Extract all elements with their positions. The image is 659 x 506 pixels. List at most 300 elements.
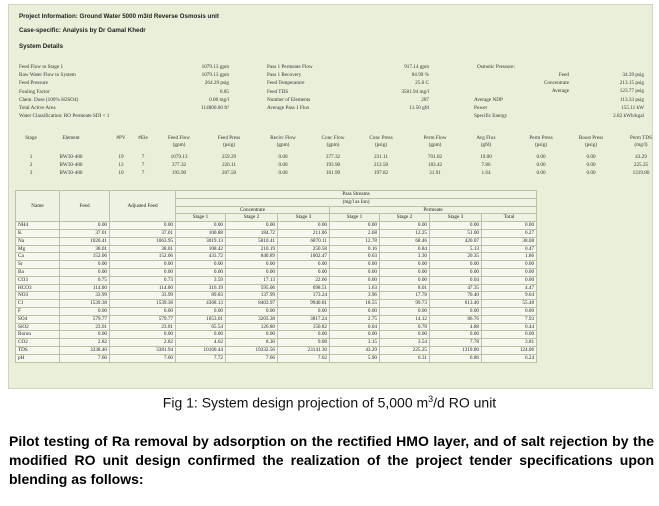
caption-prefix: Fig 1: System design projection of 5,000 m bbox=[162, 394, 429, 411]
stage-table-header: Feed Press (psig) bbox=[217, 135, 241, 148]
energy-param-label: Power bbox=[474, 105, 488, 112]
pass-param-value: 25.0 C bbox=[415, 80, 429, 87]
stage-table-cell: 197.82 bbox=[373, 170, 389, 176]
concentration-cell: 0.00 bbox=[226, 307, 278, 315]
ion-name-cell: SO4 bbox=[16, 315, 60, 323]
concentration-cell: 3.54 bbox=[380, 339, 430, 347]
table-row bbox=[16, 229, 537, 237]
concentration-cell: 0.00 bbox=[482, 307, 537, 315]
left-values bbox=[169, 63, 229, 112]
concentration-cell: 0.00 bbox=[330, 276, 380, 284]
stage-table-cell: 0.00 bbox=[278, 170, 288, 176]
table-row bbox=[16, 276, 537, 284]
concentration-cell: 316.19 bbox=[176, 284, 226, 292]
concentration-cell: 86.76 bbox=[430, 315, 482, 323]
concentrate-header: Concentrate bbox=[176, 206, 330, 214]
concentration-cell: 0.00 bbox=[278, 331, 330, 339]
concentration-cell: 0.00 bbox=[278, 307, 330, 315]
ion-name-cell: Sr bbox=[16, 261, 60, 269]
concentration-cell: 3817.24 bbox=[278, 315, 330, 323]
concentration-cell: 5810.41 bbox=[226, 237, 278, 245]
concentration-cell: 3019.13 bbox=[176, 237, 226, 245]
osmotic-param-value: 123.77 psig bbox=[619, 88, 644, 95]
ion-name-cell: HCO3 bbox=[16, 284, 60, 292]
stage-table-cell: 0.00 bbox=[278, 162, 288, 168]
concentration-cell: 1653.01 bbox=[176, 315, 226, 323]
concentration-cell: 23141.30 bbox=[278, 346, 330, 354]
pass-param-value: 11.50 gfd bbox=[409, 105, 429, 112]
concentration-cell: 3.15 bbox=[330, 339, 380, 347]
stage-table-cell: 2 bbox=[29, 162, 33, 168]
table-row bbox=[16, 292, 537, 300]
concentration-cell: 0.00 bbox=[380, 307, 430, 315]
stage-table-cell: 7 bbox=[141, 154, 145, 160]
concentration-cell: 0.04 bbox=[430, 276, 482, 284]
concentration-cell: 0.00 bbox=[176, 261, 226, 269]
col-name: Name bbox=[16, 191, 60, 222]
ion-name-cell: Cl bbox=[16, 300, 60, 308]
concentration-cell: 0.00 bbox=[330, 261, 380, 269]
stage-table-cell: 1 bbox=[29, 154, 33, 160]
ion-name-cell: Na bbox=[16, 237, 60, 245]
concentration-cell: 184.72 bbox=[226, 229, 278, 237]
concentration-cell: 7.62 bbox=[278, 354, 330, 362]
stage-table-header: Perm Flow (gpm) bbox=[423, 135, 447, 148]
stage-table-header: Perm TDS (mg/l) bbox=[630, 135, 652, 148]
concentration-cell: 4.47 bbox=[482, 284, 537, 292]
pass-units: (mg/l as Ion) bbox=[176, 198, 537, 206]
concentration-cell: 0.00 bbox=[60, 307, 110, 315]
osmotic-pressure-label: Osmotic Pressure: bbox=[477, 64, 515, 70]
col-feed: Feed bbox=[60, 191, 110, 222]
permeate-header: Permeate bbox=[330, 206, 537, 214]
ion-name-cell: Ba bbox=[16, 268, 60, 276]
concentration-cell: 108.42 bbox=[176, 245, 226, 253]
pass-param-label: Feed Temperature bbox=[267, 80, 305, 87]
stream-subheader: Stage 3 bbox=[430, 214, 482, 222]
ion-name-cell: Ca bbox=[16, 253, 60, 261]
pass-param-label: Pass 1 Permeate Flow bbox=[267, 64, 313, 70]
system-param-label: Fouling Factor bbox=[19, 88, 50, 95]
concentration-cell: 14.12 bbox=[380, 315, 430, 323]
table-row bbox=[16, 323, 537, 331]
concentration-cell: 114.00 bbox=[60, 284, 110, 292]
stage-table-cell: 225.25 bbox=[633, 162, 649, 168]
stage-table-cell: 12 bbox=[118, 162, 124, 168]
table-row bbox=[16, 300, 537, 308]
ion-name-cell: CO3 bbox=[16, 276, 60, 284]
stage-table-cell: 1319.80 bbox=[632, 170, 650, 176]
concentration-cell: 579.77 bbox=[110, 315, 176, 323]
stage-table-cell: 19 bbox=[118, 154, 124, 160]
concentration-cell: 225.25 bbox=[380, 346, 430, 354]
stage-table-header: Recirc Flow (gpm) bbox=[270, 135, 296, 148]
pass-streams-table bbox=[15, 190, 537, 363]
ion-name-cell: NH4 bbox=[16, 222, 60, 230]
table-row bbox=[16, 354, 537, 362]
concentration-cell: 18.55 bbox=[330, 300, 380, 308]
concentration-cell: 0.00 bbox=[226, 222, 278, 230]
concentration-cell: 173.24 bbox=[278, 292, 330, 300]
concentration-cell: 2.75 bbox=[330, 315, 380, 323]
table-row bbox=[16, 339, 537, 347]
stage-table-cell: 7 bbox=[141, 162, 145, 168]
osmotic-param-value: 34.39 psig bbox=[622, 72, 644, 78]
concentration-cell: 37.01 bbox=[60, 229, 110, 237]
pass-streams-header: Pass Streams bbox=[176, 191, 537, 199]
table-row bbox=[16, 331, 537, 339]
osmotic-param-value: 155.11 kW bbox=[621, 104, 644, 111]
table-row bbox=[16, 346, 537, 354]
concentration-cell: 1539.38 bbox=[110, 300, 176, 308]
stage-table-cell: 10 bbox=[118, 170, 124, 176]
osmotic-param-value: 2.82 kWh/kgal bbox=[613, 113, 644, 120]
concentration-cell: 3381.94 bbox=[110, 346, 176, 354]
concentration-cell: 0.00 bbox=[482, 331, 537, 339]
concentration-cell: 8403.97 bbox=[226, 300, 278, 308]
concentration-cell: 250.58 bbox=[278, 245, 330, 253]
pass-param-label: Pass 1 Recovery bbox=[267, 72, 302, 79]
concentration-cell: 2.82 bbox=[60, 339, 110, 347]
stage-table-cell: 161.99 bbox=[325, 170, 341, 176]
stage-table-cell: 193.90 bbox=[325, 162, 341, 168]
concentration-cell: 0.44 bbox=[482, 323, 537, 331]
stage-table-cell: 207.50 bbox=[221, 170, 237, 176]
concentration-cell: 0.84 bbox=[380, 245, 430, 253]
stream-subheader: Stage 1 bbox=[176, 214, 226, 222]
stage-table bbox=[19, 135, 652, 185]
stage-table-cell: 1.64 bbox=[481, 170, 491, 176]
concentration-cell: 433.72 bbox=[176, 253, 226, 261]
concentration-cell: 33.99 bbox=[110, 292, 176, 300]
concentration-cell: 1319.80 bbox=[430, 346, 482, 354]
energy-param-label: Average NDP bbox=[474, 97, 503, 103]
stream-subheader: Stage 1 bbox=[330, 214, 380, 222]
system-param-value: 1079.13 gpm bbox=[201, 72, 229, 79]
concentration-cell: 211.06 bbox=[278, 229, 330, 237]
stage-table-cell: 0.00 bbox=[278, 154, 288, 160]
concentration-cell: 0.00 bbox=[482, 222, 537, 230]
table-row bbox=[16, 222, 537, 230]
concentration-cell: 0.00 bbox=[482, 261, 537, 269]
table-row bbox=[16, 245, 537, 253]
concentration-cell: 152.06 bbox=[60, 253, 110, 261]
concentration-cell: 8.01 bbox=[380, 284, 430, 292]
concentration-cell: 12.25 bbox=[380, 229, 430, 237]
concentration-cell: 0.00 bbox=[60, 331, 110, 339]
concentration-cell: 2.68 bbox=[330, 229, 380, 237]
concentration-cell: 595.06 bbox=[226, 284, 278, 292]
concentration-cell: 7.72 bbox=[176, 354, 226, 362]
pass-param-value: 3581.94 mg/l bbox=[401, 88, 429, 95]
concentration-cell: 5.13 bbox=[430, 245, 482, 253]
concentration-cell: 1.63 bbox=[330, 284, 380, 292]
stage-table-cell: 0.00 bbox=[536, 162, 546, 168]
stage-table-header: Avg Flux (gfd) bbox=[476, 135, 496, 148]
stage-table-cell: 31.91 bbox=[429, 170, 441, 176]
concentration-cell: 6.31 bbox=[380, 354, 430, 362]
stage-table-header: Boost Press (psig) bbox=[578, 135, 604, 148]
concentration-cell: 20.35 bbox=[430, 253, 482, 261]
stage-table-cell: 377.32 bbox=[171, 162, 187, 168]
mid-labels bbox=[267, 63, 313, 112]
concentration-cell: 38.01 bbox=[60, 245, 110, 253]
concentration-cell: 0.00 bbox=[226, 331, 278, 339]
concentration-cell: 0.00 bbox=[430, 261, 482, 269]
table-row bbox=[16, 284, 537, 292]
concentration-cell: 9.08 bbox=[278, 339, 330, 347]
concentration-cell: 0.00 bbox=[430, 307, 482, 315]
concentration-cell: 0.00 bbox=[482, 268, 537, 276]
stage-table-cell: 0.00 bbox=[586, 154, 596, 160]
stream-subheader: Stage 3 bbox=[278, 214, 330, 222]
concentration-cell: 89.83 bbox=[176, 292, 226, 300]
right-labels bbox=[529, 71, 569, 96]
concentration-cell: 55.48 bbox=[482, 300, 537, 308]
project-information: Project Information: Ground Water 5000 m3/d Reverse Osmosis unit bbox=[19, 13, 219, 20]
ion-name-cell: Boron bbox=[16, 331, 60, 339]
concentration-cell: 114.00 bbox=[110, 284, 176, 292]
concentration-cell: 0.00 bbox=[60, 268, 110, 276]
concentration-cell: 17.78 bbox=[380, 292, 430, 300]
osmotic-param-value: 113.33 psig bbox=[619, 96, 644, 103]
concentration-cell: 23.01 bbox=[60, 323, 110, 331]
pass-param-label: Number of Elements bbox=[267, 96, 311, 103]
col-adjusted-feed: Adjusted Feed bbox=[110, 191, 176, 222]
concentration-cell: 0.00 bbox=[278, 261, 330, 269]
stage-table-cell: 183.42 bbox=[427, 162, 443, 168]
concentration-cell: 0.00 bbox=[330, 222, 380, 230]
concentration-cell: 12.78 bbox=[330, 237, 380, 245]
concentration-cell: 0.00 bbox=[380, 261, 430, 269]
concentration-cell: 7.93 bbox=[482, 315, 537, 323]
concentration-cell: 100.88 bbox=[176, 229, 226, 237]
stage-table-cell: 1079.13 bbox=[170, 154, 188, 160]
stage-table-header: #Ele bbox=[138, 135, 148, 141]
concentration-cell: 4.62 bbox=[176, 339, 226, 347]
stage-table-cell: 193.90 bbox=[171, 170, 187, 176]
concentration-cell: 43.29 bbox=[330, 346, 380, 354]
concentration-cell: 19332.56 bbox=[226, 346, 278, 354]
stage-table-cell: 0.00 bbox=[536, 154, 546, 160]
system-param-value: 0.00 mg/l bbox=[209, 96, 229, 103]
stage-table-header: Element bbox=[62, 135, 80, 141]
concentration-cell: 0.00 bbox=[110, 331, 176, 339]
concentration-cell: 5.90 bbox=[330, 354, 380, 362]
stage-table-header: #PV bbox=[116, 135, 126, 141]
right-mid-labels bbox=[474, 96, 507, 121]
system-param-value: 264.29 psig bbox=[204, 80, 229, 87]
concentration-cell: 0.00 bbox=[430, 331, 482, 339]
concentration-cell: 137.99 bbox=[226, 292, 278, 300]
concentration-cell: 0.00 bbox=[380, 222, 430, 230]
concentration-cell: 6870.11 bbox=[278, 237, 330, 245]
concentration-cell: 3.30 bbox=[380, 253, 430, 261]
stage-table-cell: 0.00 bbox=[586, 162, 596, 168]
concentration-cell: 1002.47 bbox=[278, 253, 330, 261]
stage-table-cell: 43.29 bbox=[635, 154, 647, 160]
concentration-cell: 9.04 bbox=[482, 292, 537, 300]
concentration-cell: 4.88 bbox=[430, 323, 482, 331]
osmotic-param-label: Feed bbox=[558, 72, 569, 78]
body-paragraph: Pilot testing of Ra removal by adsorption on the rectified HMO layer, and of salt rejection by the modified RO unit design confirmed the realization of the project tender specifications upon blending as follows: bbox=[9, 433, 654, 487]
stage-table-cell: BW30-400 bbox=[59, 154, 83, 160]
concentration-cell: 51.00 bbox=[430, 229, 482, 237]
case-specific: Case-specific: Analysis by Dr Gamal Khedr bbox=[19, 27, 146, 34]
mid-values bbox=[379, 63, 429, 112]
left-labels bbox=[19, 63, 109, 120]
concentration-cell: 420.07 bbox=[430, 237, 482, 245]
concentration-cell: 0.00 bbox=[330, 331, 380, 339]
concentration-cell: 68.46 bbox=[380, 237, 430, 245]
concentration-cell: 0.00 bbox=[226, 268, 278, 276]
concentration-cell: 0.00 bbox=[176, 268, 226, 276]
concentration-cell: 579.77 bbox=[60, 315, 110, 323]
table-row bbox=[16, 315, 537, 323]
concentration-cell: 7.66 bbox=[226, 354, 278, 362]
concentration-cell: 0.75 bbox=[60, 276, 110, 284]
table-row bbox=[16, 253, 537, 261]
stage-table-cell: BW30-400 bbox=[59, 162, 83, 168]
stream-subheader: Stage 2 bbox=[380, 214, 430, 222]
concentration-cell: 0.63 bbox=[330, 253, 380, 261]
system-param-value: 114800.00 ft² bbox=[201, 105, 229, 112]
stage-table-cell: 259.29 bbox=[221, 154, 237, 160]
concentration-cell: 2.82 bbox=[110, 339, 176, 347]
stream-subheader: Total bbox=[482, 214, 537, 222]
concentration-cell: 0.00 bbox=[176, 307, 226, 315]
stage-table-cell: 377.32 bbox=[325, 154, 341, 160]
concentration-cell: 840.89 bbox=[226, 253, 278, 261]
system-details-heading: System Details bbox=[19, 43, 64, 50]
concentration-cell: 0.00 bbox=[176, 222, 226, 230]
stage-table-cell: 3 bbox=[29, 170, 33, 176]
concentration-cell: 38.01 bbox=[110, 245, 176, 253]
concentration-cell: 99.73 bbox=[380, 300, 430, 308]
concentration-cell: 0.00 bbox=[380, 268, 430, 276]
ion-name-cell: F bbox=[16, 307, 60, 315]
concentration-cell: 0.00 bbox=[330, 307, 380, 315]
stage-table-cell: 19.00 bbox=[480, 154, 492, 160]
concentration-cell: 0.00 bbox=[430, 268, 482, 276]
concentration-cell: 3203.38 bbox=[226, 315, 278, 323]
pass-param-label: Average Pass 1 Flux bbox=[267, 105, 310, 112]
caption-suffix: /d RO unit bbox=[433, 394, 497, 411]
system-param-label: Chem. Dose (100% H2SO4) bbox=[19, 96, 79, 103]
stage-table-cell: 0.00 bbox=[536, 170, 546, 176]
concentration-cell: 0.00 bbox=[278, 222, 330, 230]
concentration-cell: 3338.40 bbox=[60, 346, 110, 354]
concentration-cell: 0.16 bbox=[330, 245, 380, 253]
stage-table-cell: 701.82 bbox=[427, 154, 443, 160]
concentration-cell: 0.78 bbox=[380, 323, 430, 331]
system-param-value: 1079.13 gpm bbox=[201, 64, 229, 70]
concentration-cell: 8.30 bbox=[226, 339, 278, 347]
concentration-cell: 0.00 bbox=[278, 268, 330, 276]
concentration-cell: 7.60 bbox=[60, 354, 110, 362]
concentration-cell: 0.00 bbox=[110, 307, 176, 315]
concentration-cell: 7.78 bbox=[430, 339, 482, 347]
concentration-cell: 124.06 bbox=[482, 346, 537, 354]
concentration-cell: 0.47 bbox=[482, 245, 537, 253]
concentration-cell: 126.80 bbox=[226, 323, 278, 331]
osmotic-param-label: Average bbox=[551, 88, 569, 95]
concentration-cell: 47.35 bbox=[430, 284, 482, 292]
concentration-cell: 0.00 bbox=[60, 222, 110, 230]
concentration-cell: 0.00 bbox=[380, 276, 430, 284]
stage-table-header: Perm Press (psig) bbox=[529, 135, 553, 148]
concentration-cell: 0.73 bbox=[110, 276, 176, 284]
ion-name-cell: pH bbox=[16, 354, 60, 362]
system-param-label: Feed Pressure bbox=[19, 80, 48, 87]
concentration-cell: 23.01 bbox=[110, 323, 176, 331]
pass-param-value: 84.99 % bbox=[411, 72, 429, 79]
system-param-label: Total Active Area bbox=[19, 105, 56, 112]
pass-param-value: 917.14 gpm bbox=[404, 64, 429, 70]
stage-table-header: Stage bbox=[25, 135, 37, 141]
figure-caption bbox=[0, 394, 659, 411]
stream-subheader: Stage 2 bbox=[226, 214, 278, 222]
osmotic-param-label: Concentrate bbox=[543, 80, 569, 87]
concentration-cell: 33.99 bbox=[60, 292, 110, 300]
concentration-cell: 6.24 bbox=[482, 354, 537, 362]
ion-name-cell: SiO2 bbox=[16, 323, 60, 331]
energy-param-label: Specific Energy bbox=[474, 113, 508, 120]
ion-name-cell: NO3 bbox=[16, 292, 60, 300]
ro-projection-figure bbox=[8, 4, 653, 389]
concentration-cell: 0.00 bbox=[110, 222, 176, 230]
concentration-cell: 210.19 bbox=[226, 245, 278, 253]
concentration-cell: 37.01 bbox=[110, 229, 176, 237]
concentration-cell: 10160.44 bbox=[176, 346, 226, 354]
concentration-cell: 1063.95 bbox=[110, 237, 176, 245]
system-param-label: Feed Flow to Stage 1 bbox=[19, 64, 64, 70]
concentration-cell: 0.00 bbox=[330, 268, 380, 276]
concentration-cell: 0.00 bbox=[380, 331, 430, 339]
concentration-cell: 0.00 bbox=[482, 276, 537, 284]
concentration-cell: 0.04 bbox=[330, 323, 380, 331]
concentration-cell: 70.40 bbox=[430, 292, 482, 300]
concentration-cell: 698.51 bbox=[278, 284, 330, 292]
concentration-cell: 65.54 bbox=[176, 323, 226, 331]
concentration-cell: 1020.41 bbox=[60, 237, 110, 245]
concentration-cell: 1.86 bbox=[482, 253, 537, 261]
stage-table-cell: 226.11 bbox=[221, 162, 237, 168]
concentration-cell: 6.86 bbox=[430, 354, 482, 362]
stage-table-header: Conc Flow (gpm) bbox=[321, 135, 345, 148]
stage-table-cell: 212.50 bbox=[373, 162, 389, 168]
concentration-cell: 3.59 bbox=[176, 276, 226, 284]
table-row bbox=[16, 261, 537, 269]
stage-table-cell: 7.86 bbox=[481, 162, 491, 168]
stage-table-cell: 7 bbox=[141, 170, 145, 176]
concentration-cell: 152.06 bbox=[110, 253, 176, 261]
stage-table-header: Feed Flow (gpm) bbox=[167, 135, 191, 148]
concentration-cell: 17.13 bbox=[226, 276, 278, 284]
table-row bbox=[16, 307, 537, 315]
concentration-cell: 0.00 bbox=[60, 261, 110, 269]
table-row bbox=[16, 268, 537, 276]
concentration-cell: 1539.38 bbox=[60, 300, 110, 308]
system-param-label: Water Classification: RO Permeate SDI < 1 bbox=[19, 113, 110, 120]
concentration-cell: 38.08 bbox=[482, 237, 537, 245]
stage-table-cell: 231.11 bbox=[373, 154, 389, 160]
concentration-cell: 0.00 bbox=[176, 331, 226, 339]
concentration-cell: 613.40 bbox=[430, 300, 482, 308]
concentration-cell: 3.96 bbox=[330, 292, 380, 300]
table-row bbox=[16, 237, 537, 245]
stage-table-cell: BW30-400 bbox=[59, 170, 83, 176]
